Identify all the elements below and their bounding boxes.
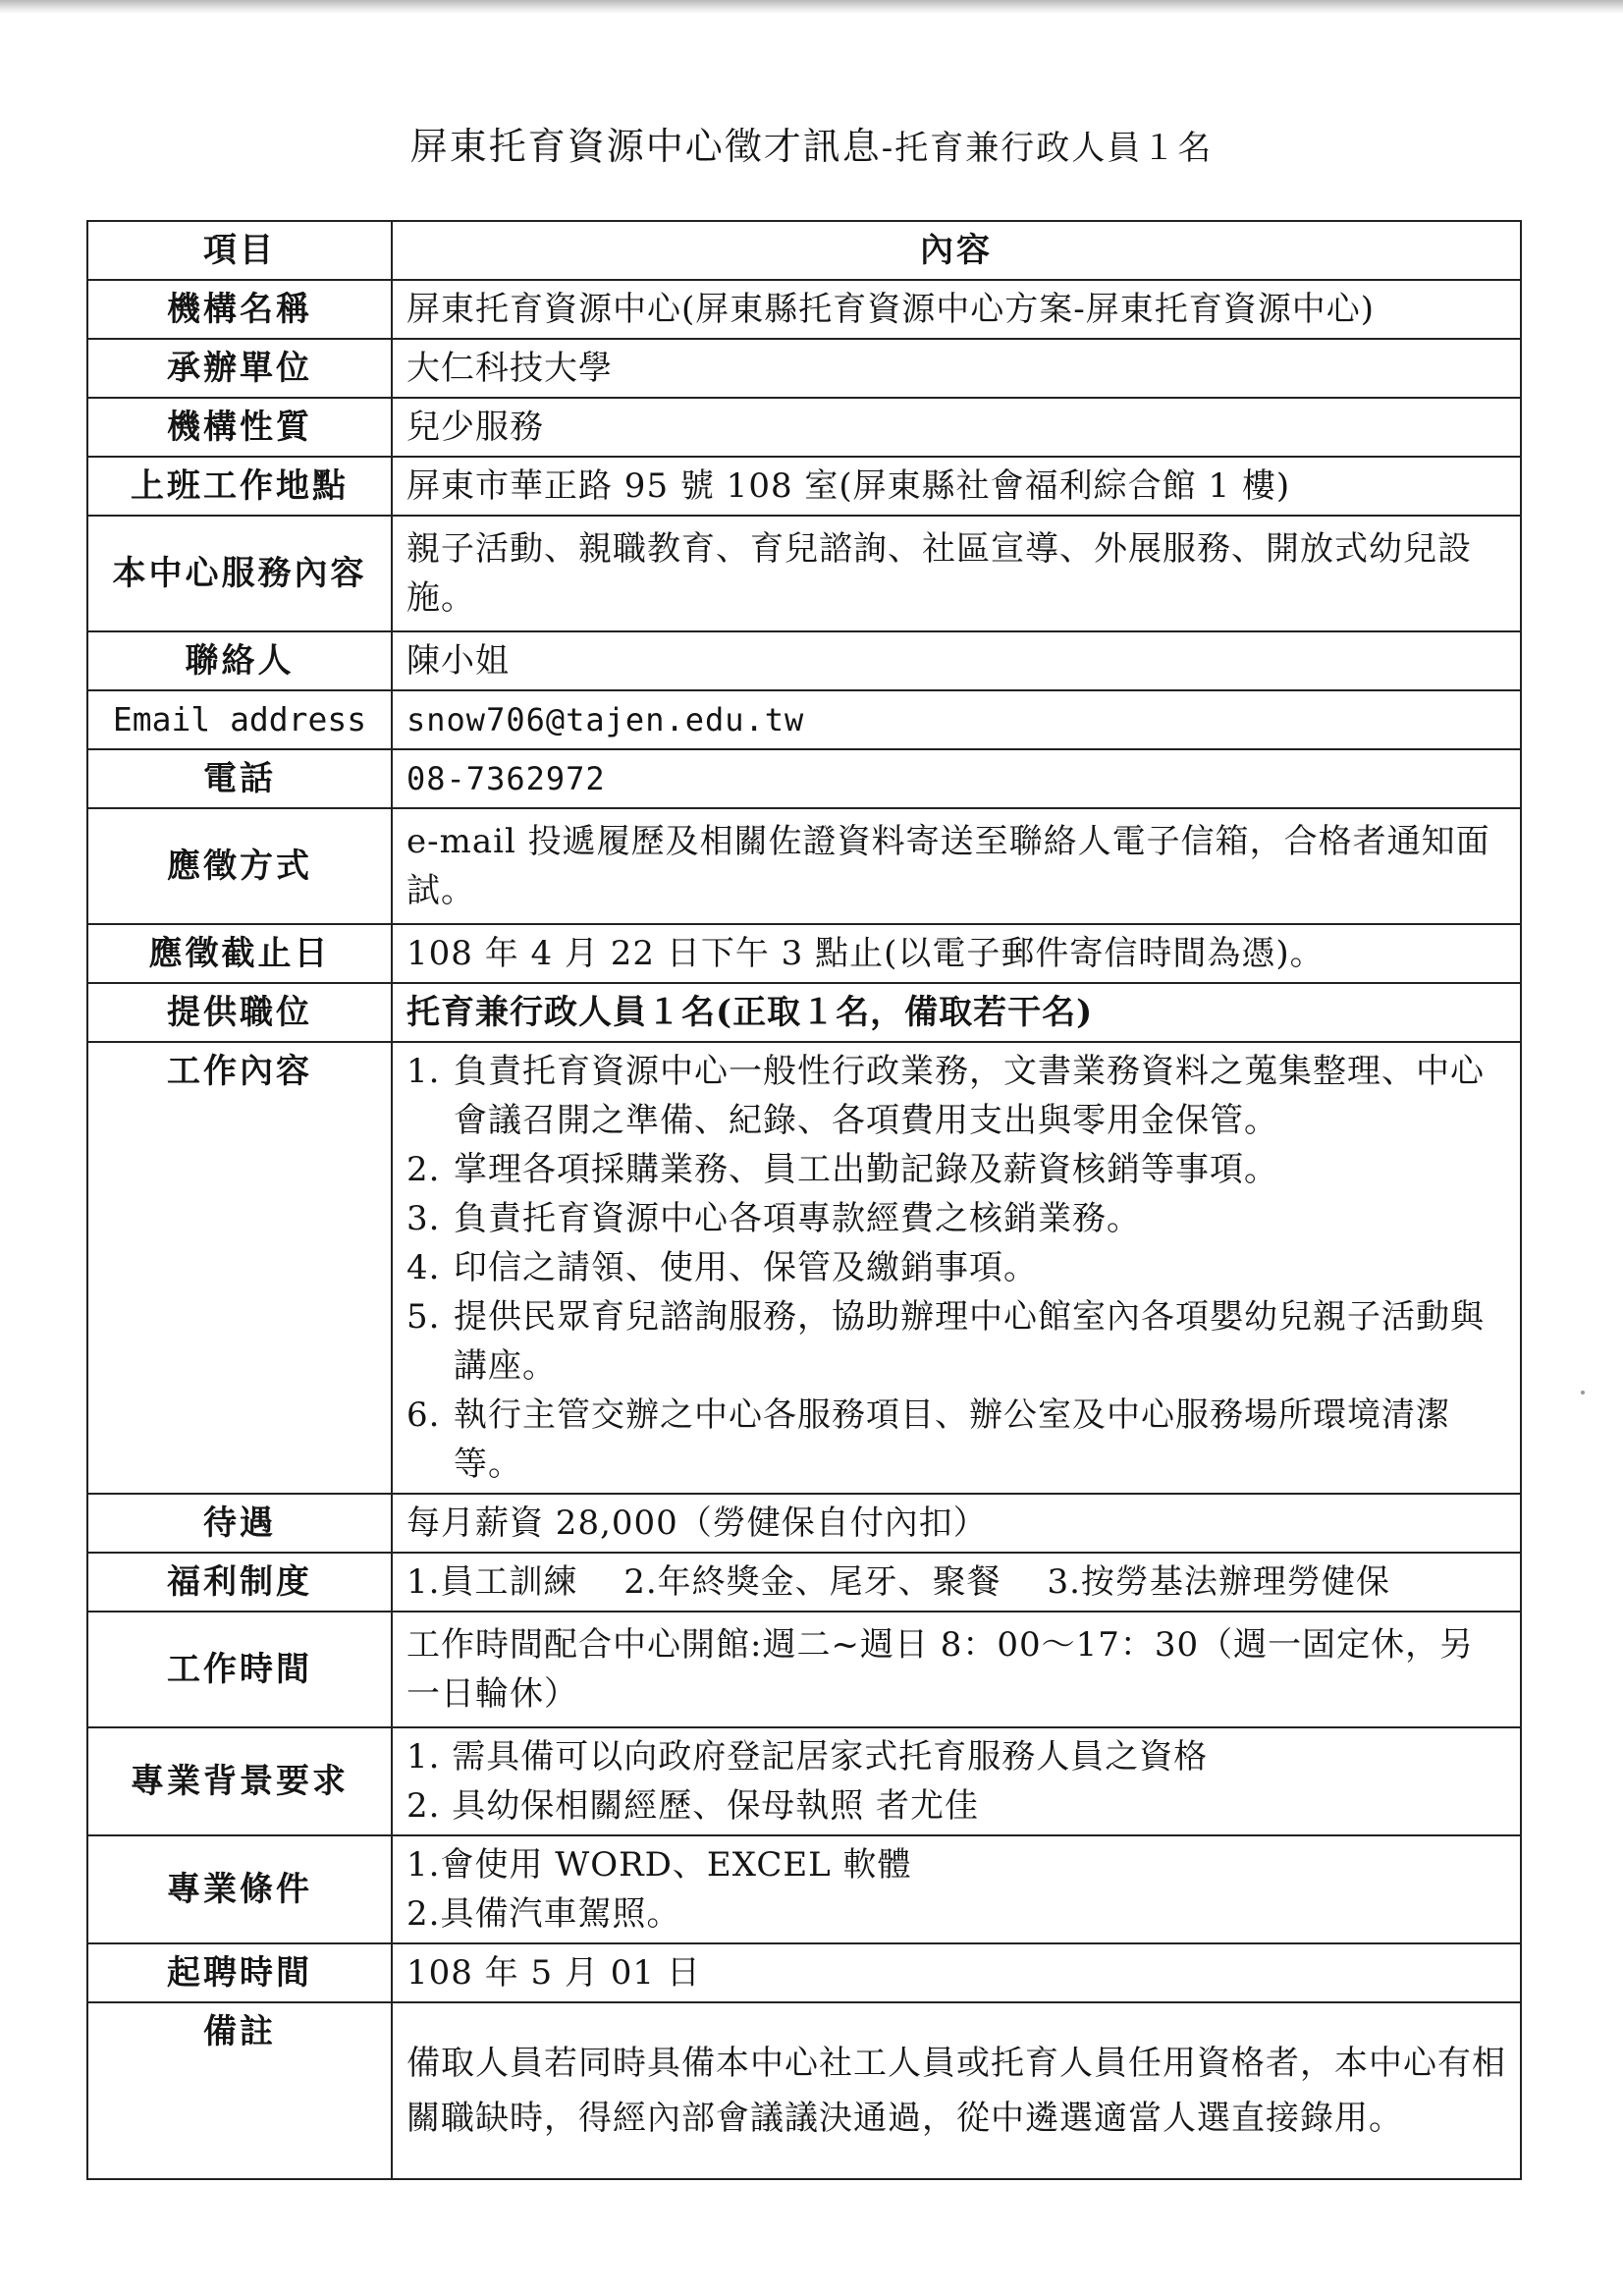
job-info-table <box>86 220 1522 2180</box>
row-hours <box>87 1612 1521 1727</box>
row-start-date <box>87 1943 1521 2002</box>
duties-value <box>392 1042 1521 1494</box>
remarks-label: 備註 <box>87 2002 392 2179</box>
services-label: 本中心服務內容 <box>87 516 392 631</box>
duty-text: 執行主管交辦之中心各服務項目、辦公室及中心服務場所環境清潔等。 <box>454 1395 1450 1484</box>
row-organizer <box>87 339 1521 398</box>
row-org-name <box>87 280 1521 339</box>
hours-value: 工作時間配合中心開館:週二~週日 8：00～17：30（週一固定休，另一日輪休） <box>392 1612 1521 1727</box>
row-org-type <box>87 398 1521 457</box>
scan-edge <box>0 0 1623 14</box>
duty-num: 2. <box>406 1150 441 1189</box>
start-date-value: 108 年 5 月 01 日 <box>392 1943 1521 2002</box>
benefits-label: 福利制度 <box>87 1553 392 1612</box>
background-value <box>392 1727 1521 1835</box>
background-label: 專業背景要求 <box>87 1727 392 1835</box>
deadline-value: 108 年 4 月 22 日下午 3 點止(以電子郵件寄信時間為憑)。 <box>392 924 1521 983</box>
duty-text: 負責托育資源中心一般性行政業務，文書業務資料之蒐集整理、中心會議召開之準備、紀錄、各項費用支出與零用金保管。 <box>454 1052 1485 1140</box>
row-phone <box>87 749 1521 808</box>
row-location <box>87 457 1521 516</box>
remarks-value: 備取人員若同時具備本中心社工人員或托育人員任用資格者，本中心有相關職缺時，得經內部會議議決通過，從中遴選適當人選直接錄用。 <box>392 2002 1521 2179</box>
list-item <box>406 1391 1506 1489</box>
duty-num: 4. <box>406 1248 441 1287</box>
email-value: snow706@tajen.edu.tw <box>392 690 1521 749</box>
phone-label: 電話 <box>87 749 392 808</box>
row-skills <box>87 1835 1521 1943</box>
skills-line: 1.會使用 WORD、EXCEL 軟體 <box>406 1845 912 1885</box>
list-item <box>406 1145 1506 1194</box>
background-line: 1. 需具備可以向政府登記居家式托育服務人員之資格 <box>406 1737 1209 1777</box>
row-position <box>87 983 1521 1042</box>
duties-list <box>406 1047 1506 1489</box>
start-date-label: 起聘時間 <box>87 1943 392 2002</box>
row-contact <box>87 631 1521 690</box>
duty-text: 提供民眾育兒諮詢服務，協助辦理中心館室內各項嬰幼兒親子活動與講座。 <box>454 1297 1485 1386</box>
org-type-value: 兒少服務 <box>392 398 1521 457</box>
position-value: 托育兼行政人員１名(正取１名，備取若干名) <box>392 983 1521 1042</box>
deadline-label: 應徵截止日 <box>87 924 392 983</box>
org-type-label: 機構性質 <box>87 398 392 457</box>
hours-label: 工作時間 <box>87 1612 392 1727</box>
list-item <box>406 1243 1506 1292</box>
benefits-value: 1.員工訓練 2.年終獎金、尾牙、聚餐 3.按勞基法辦理勞健保 <box>392 1553 1521 1612</box>
duties-label: 工作內容 <box>87 1042 392 1494</box>
duty-num: 1. <box>406 1052 441 1091</box>
table-header-row <box>87 221 1521 280</box>
apply-method-value: e-mail 投遞履歷及相關佐證資料寄送至聯絡人電子信箱，合格者通知面試。 <box>392 808 1521 924</box>
organizer-value: 大仁科技大學 <box>392 339 1521 398</box>
page-title <box>0 116 1623 170</box>
salary-value: 每月薪資 28,000（勞健保自付內扣） <box>392 1494 1521 1553</box>
duty-num: 5. <box>406 1297 441 1337</box>
row-deadline <box>87 924 1521 983</box>
list-item <box>406 1194 1506 1243</box>
row-remarks <box>87 2002 1521 2179</box>
list-item <box>406 1047 1506 1145</box>
position-label: 提供職位 <box>87 983 392 1042</box>
scan-speck <box>1581 1391 1585 1394</box>
services-value: 親子活動、親職教育、育兒諮詢、社區宣導、外展服務、開放式幼兒設施。 <box>392 516 1521 631</box>
header-item: 項目 <box>87 221 392 280</box>
duty-text: 印信之請領、使用、保管及繳銷事項。 <box>454 1248 1038 1287</box>
duty-num: 6. <box>406 1395 441 1435</box>
row-benefits <box>87 1553 1521 1612</box>
skills-label: 專業條件 <box>87 1835 392 1943</box>
skills-value <box>392 1835 1521 1943</box>
title-main: 屏東托育資源中心徵才訊息 <box>409 125 882 168</box>
row-services <box>87 516 1521 631</box>
row-salary <box>87 1494 1521 1553</box>
duty-num: 3. <box>406 1199 441 1238</box>
list-item <box>406 1292 1506 1391</box>
org-name-label: 機構名稱 <box>87 280 392 339</box>
email-label: Email address <box>87 690 392 749</box>
apply-method-label: 應徵方式 <box>87 808 392 924</box>
row-background <box>87 1727 1521 1835</box>
row-email <box>87 690 1521 749</box>
org-name-value: 屏東托育資源中心(屏東縣托育資源中心方案-屏東托育資源中心) <box>392 280 1521 339</box>
location-label: 上班工作地點 <box>87 457 392 516</box>
contact-label: 聯絡人 <box>87 631 392 690</box>
contact-value: 陳小姐 <box>392 631 1521 690</box>
row-duties <box>87 1042 1521 1494</box>
duty-text: 負責托育資源中心各項專款經費之核銷業務。 <box>454 1199 1141 1238</box>
location-value: 屏東市華正路 95 號 108 室(屏東縣社會福利綜合館 1 樓) <box>392 457 1521 516</box>
title-sub: -托育兼行政人員１名 <box>881 129 1214 168</box>
duty-text: 掌理各項採購業務、員工出勤記錄及薪資核銷等事項。 <box>454 1150 1278 1189</box>
phone-value: 08-7362972 <box>392 749 1521 808</box>
header-content: 內容 <box>392 221 1521 280</box>
row-apply-method <box>87 808 1521 924</box>
salary-label: 待遇 <box>87 1494 392 1553</box>
background-line: 2. 具幼保相關經歷、保母執照 者尤佳 <box>406 1786 980 1826</box>
skills-line: 2.具備汽車駕照。 <box>406 1894 681 1934</box>
organizer-label: 承辦單位 <box>87 339 392 398</box>
